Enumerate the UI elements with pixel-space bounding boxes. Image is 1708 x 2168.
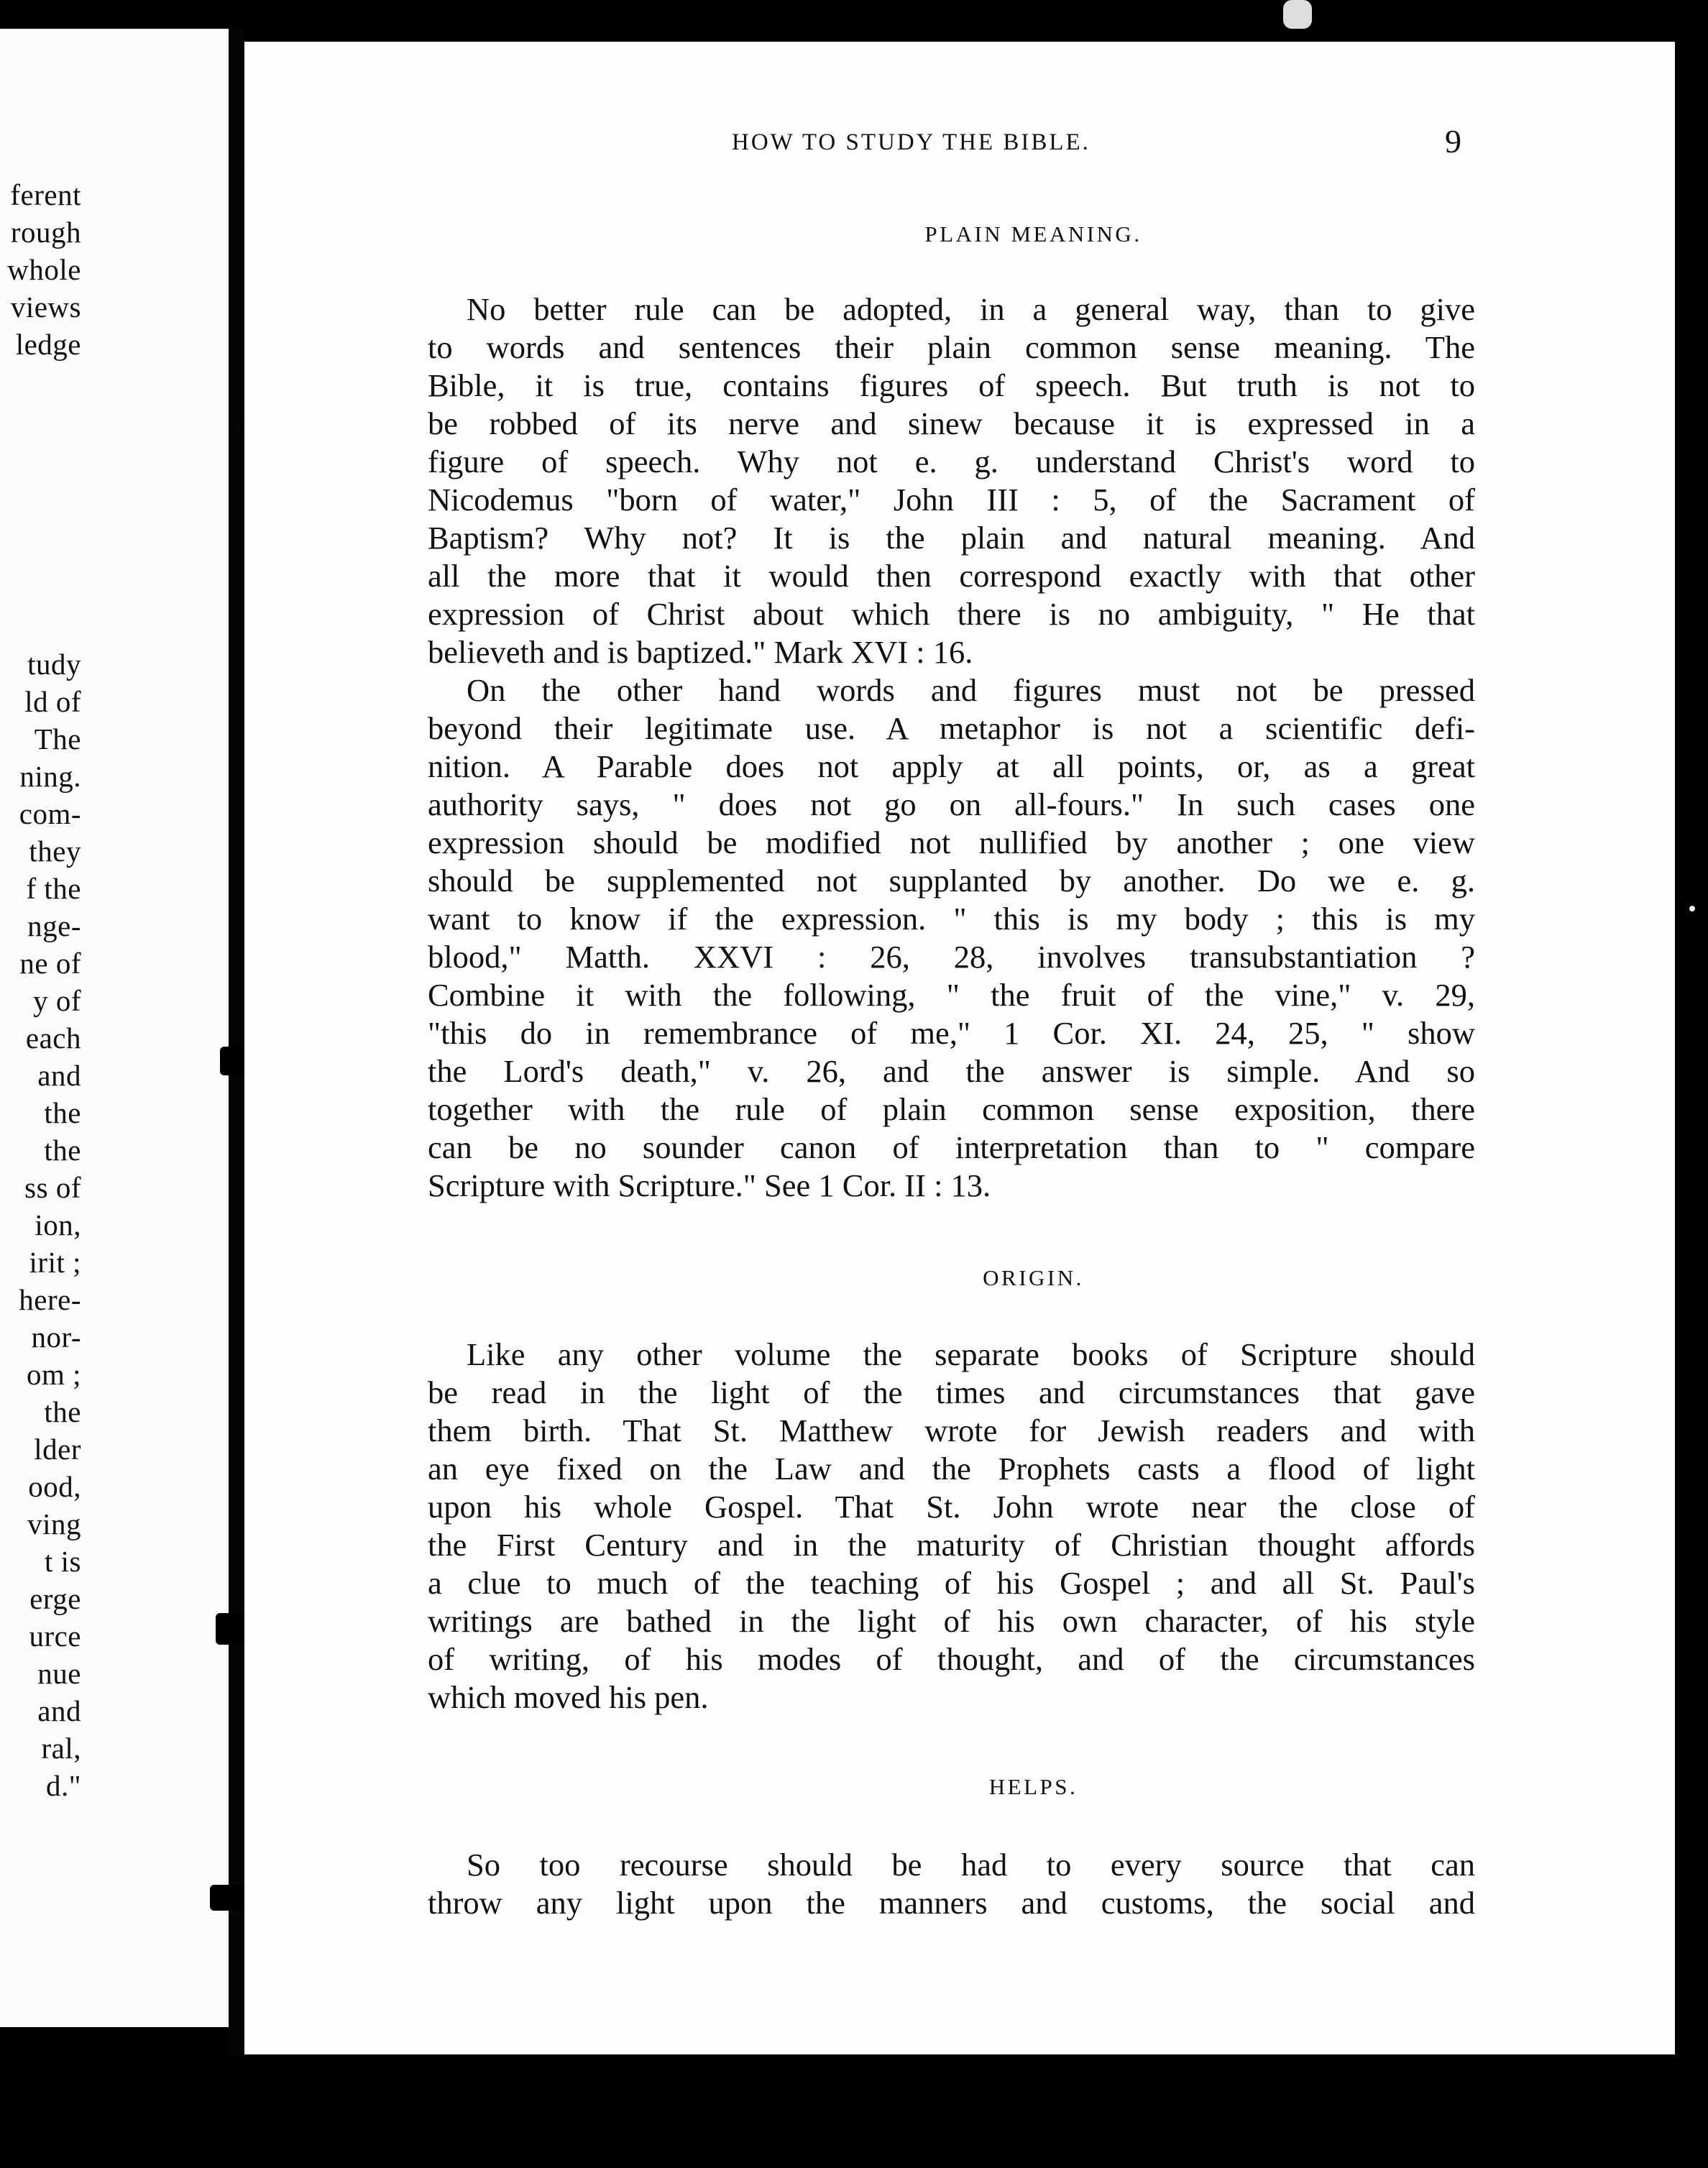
section-heading-plain-meaning: PLAIN MEANING. (924, 221, 1142, 247)
text-line: beyond their legitimate use. A metaphor is not a scientific defi- (428, 710, 1475, 746)
left-fragment: com- (19, 797, 81, 830)
text-line: to words and sentences their plain common sense meaning. The (428, 329, 1475, 365)
left-fragment: ledge (15, 328, 81, 361)
text-line: of writing, of his modes of thought, and of the circumstances (428, 1641, 1475, 1677)
left-fragment: nue (37, 1657, 81, 1690)
text-line: can be no sounder canon of interpretation than to " compare (428, 1129, 1475, 1165)
left-fragment: ral, (41, 1732, 81, 1765)
text-line: be read in the light of the times and circumstances that gave (428, 1374, 1475, 1410)
text-line: nition. A Parable does not apply at all points, or, as a great (428, 748, 1475, 784)
left-fragment: f the (26, 872, 81, 905)
text-line: throw any light upon the manners and customs, the social and (428, 1885, 1475, 1921)
text-line: all the more that it would then correspond exactly with that other (428, 558, 1475, 594)
left-fragment: nor- (31, 1320, 81, 1354)
left-fragment: ferent (10, 178, 81, 211)
left-fragment: the (44, 1096, 81, 1129)
left-fragment: tudy (27, 648, 81, 681)
text-line: an eye fixed on the Law and the Prophets casts a flood of light (428, 1451, 1475, 1487)
text-line: Nicodemus "born of water," John III : 5, of the Sacrament of (428, 482, 1475, 518)
text-line: believeth and is baptized." Mark XVI : 16. (428, 634, 973, 670)
left-fragment: they (29, 835, 81, 868)
left-fragment: rough (10, 216, 81, 249)
text-line: want to know if the expression. " this is my body ; this is my (428, 901, 1475, 937)
text-line: So too recourse should be had to every source that can (467, 1847, 1475, 1883)
left-fragment: d." (46, 1769, 81, 1802)
text-line: writings are bathed in the light of his own character, of his style (428, 1603, 1475, 1639)
text-line: Bible, it is true, contains figures of speech. But truth is not to (428, 367, 1475, 403)
left-fragment: ss of (24, 1171, 81, 1204)
left-fragment: the (44, 1395, 81, 1428)
text-line: figure of speech. Why not e. g. understand Christ's word to (428, 444, 1475, 479)
text-line: "this do in remembrance of me," 1 Cor. XI. 24, 25, " show (428, 1015, 1475, 1051)
text-line: Scripture with Scripture." See 1 Cor. II : 13. (428, 1167, 991, 1203)
text-line: expression of Christ about which there is no ambiguity, " He that (428, 596, 1475, 632)
text-line: a clue to much of the teaching of his Gospel ; and all St. Paul's (428, 1565, 1475, 1601)
page-number: 9 (1445, 123, 1461, 160)
left-fragment: the (44, 1134, 81, 1167)
left-fragment: lder (34, 1433, 81, 1466)
text-line: No better rule can be adopted, in a general way, than to give (467, 291, 1475, 327)
paragraph (428, 1336, 1475, 1717)
text-line: the First Century and in the maturity of Christian thought affords (428, 1527, 1475, 1563)
left-fragment: t is (45, 1545, 81, 1578)
text-line: which moved his pen. (428, 1679, 709, 1715)
left-fragment: and (37, 1059, 81, 1092)
left-fragment: ood, (28, 1470, 81, 1503)
text-line: Baptism? Why not? It is the plain and natural meaning. And (428, 520, 1475, 556)
left-fragment: each (25, 1021, 81, 1055)
left-fragment: ion, (35, 1208, 81, 1241)
left-fragment: y of (33, 984, 81, 1017)
left-fragment: The (34, 722, 81, 755)
text-line: them birth. That St. Matthew wrote for Jewish readers and with (428, 1413, 1475, 1448)
section-heading-origin: ORIGIN. (983, 1265, 1084, 1290)
scan-artifact (1283, 0, 1312, 29)
left-fragment: ning. (19, 760, 81, 793)
left-fragment: erge (29, 1582, 81, 1615)
text-line: Like any other volume the separate books of Scripture should (467, 1336, 1475, 1372)
left-fragment: nge- (27, 909, 81, 942)
paragraph (428, 671, 1475, 1205)
text-line: blood," Matth. XXVI : 26, 28, involves transubstantiation ? (428, 939, 1475, 975)
left-fragment: om ; (26, 1358, 81, 1391)
text-line: together with the rule of plain common sense exposition, there (428, 1091, 1475, 1127)
previous-page-fragment (0, 29, 229, 2027)
left-fragment: urce (29, 1620, 81, 1653)
running-head: HOW TO STUDY THE BIBLE. (732, 129, 1091, 155)
left-fragment: whole (7, 253, 81, 286)
text-line: Combine it with the following, " the fruit of the vine," v. 29, (428, 977, 1475, 1013)
left-fragment: ving (27, 1507, 81, 1540)
book-binding (229, 29, 244, 2056)
text-line: authority says, " does not go on all-fours." In such cases one (428, 786, 1475, 822)
book-page (244, 42, 1675, 2054)
left-fragment: ld of (24, 685, 81, 718)
text-line: should be supplemented not supplanted by another. Do we e. g. (428, 863, 1475, 899)
text-line: upon his whole Gospel. That St. John wrote near the close of (428, 1489, 1475, 1525)
left-fragment: irit ; (29, 1246, 81, 1279)
paragraph (428, 1846, 1475, 1922)
left-fragment: views (10, 290, 81, 323)
text-line: the Lord's death," v. 26, and the answer is simple. And so (428, 1053, 1475, 1089)
section-heading-helps: HELPS. (988, 1774, 1078, 1799)
scan-artifact (1689, 906, 1695, 911)
left-fragment: and (37, 1694, 81, 1727)
paragraph (428, 290, 1475, 671)
text-line: expression should be modified not nullified by another ; one view (428, 825, 1475, 860)
left-fragment: here- (19, 1283, 81, 1316)
text-line: be robbed of its nerve and sinew because it is expressed in a (428, 405, 1475, 441)
left-fragment: ne of (19, 947, 81, 980)
text-line: On the other hand words and figures must not be pressed (467, 672, 1475, 708)
